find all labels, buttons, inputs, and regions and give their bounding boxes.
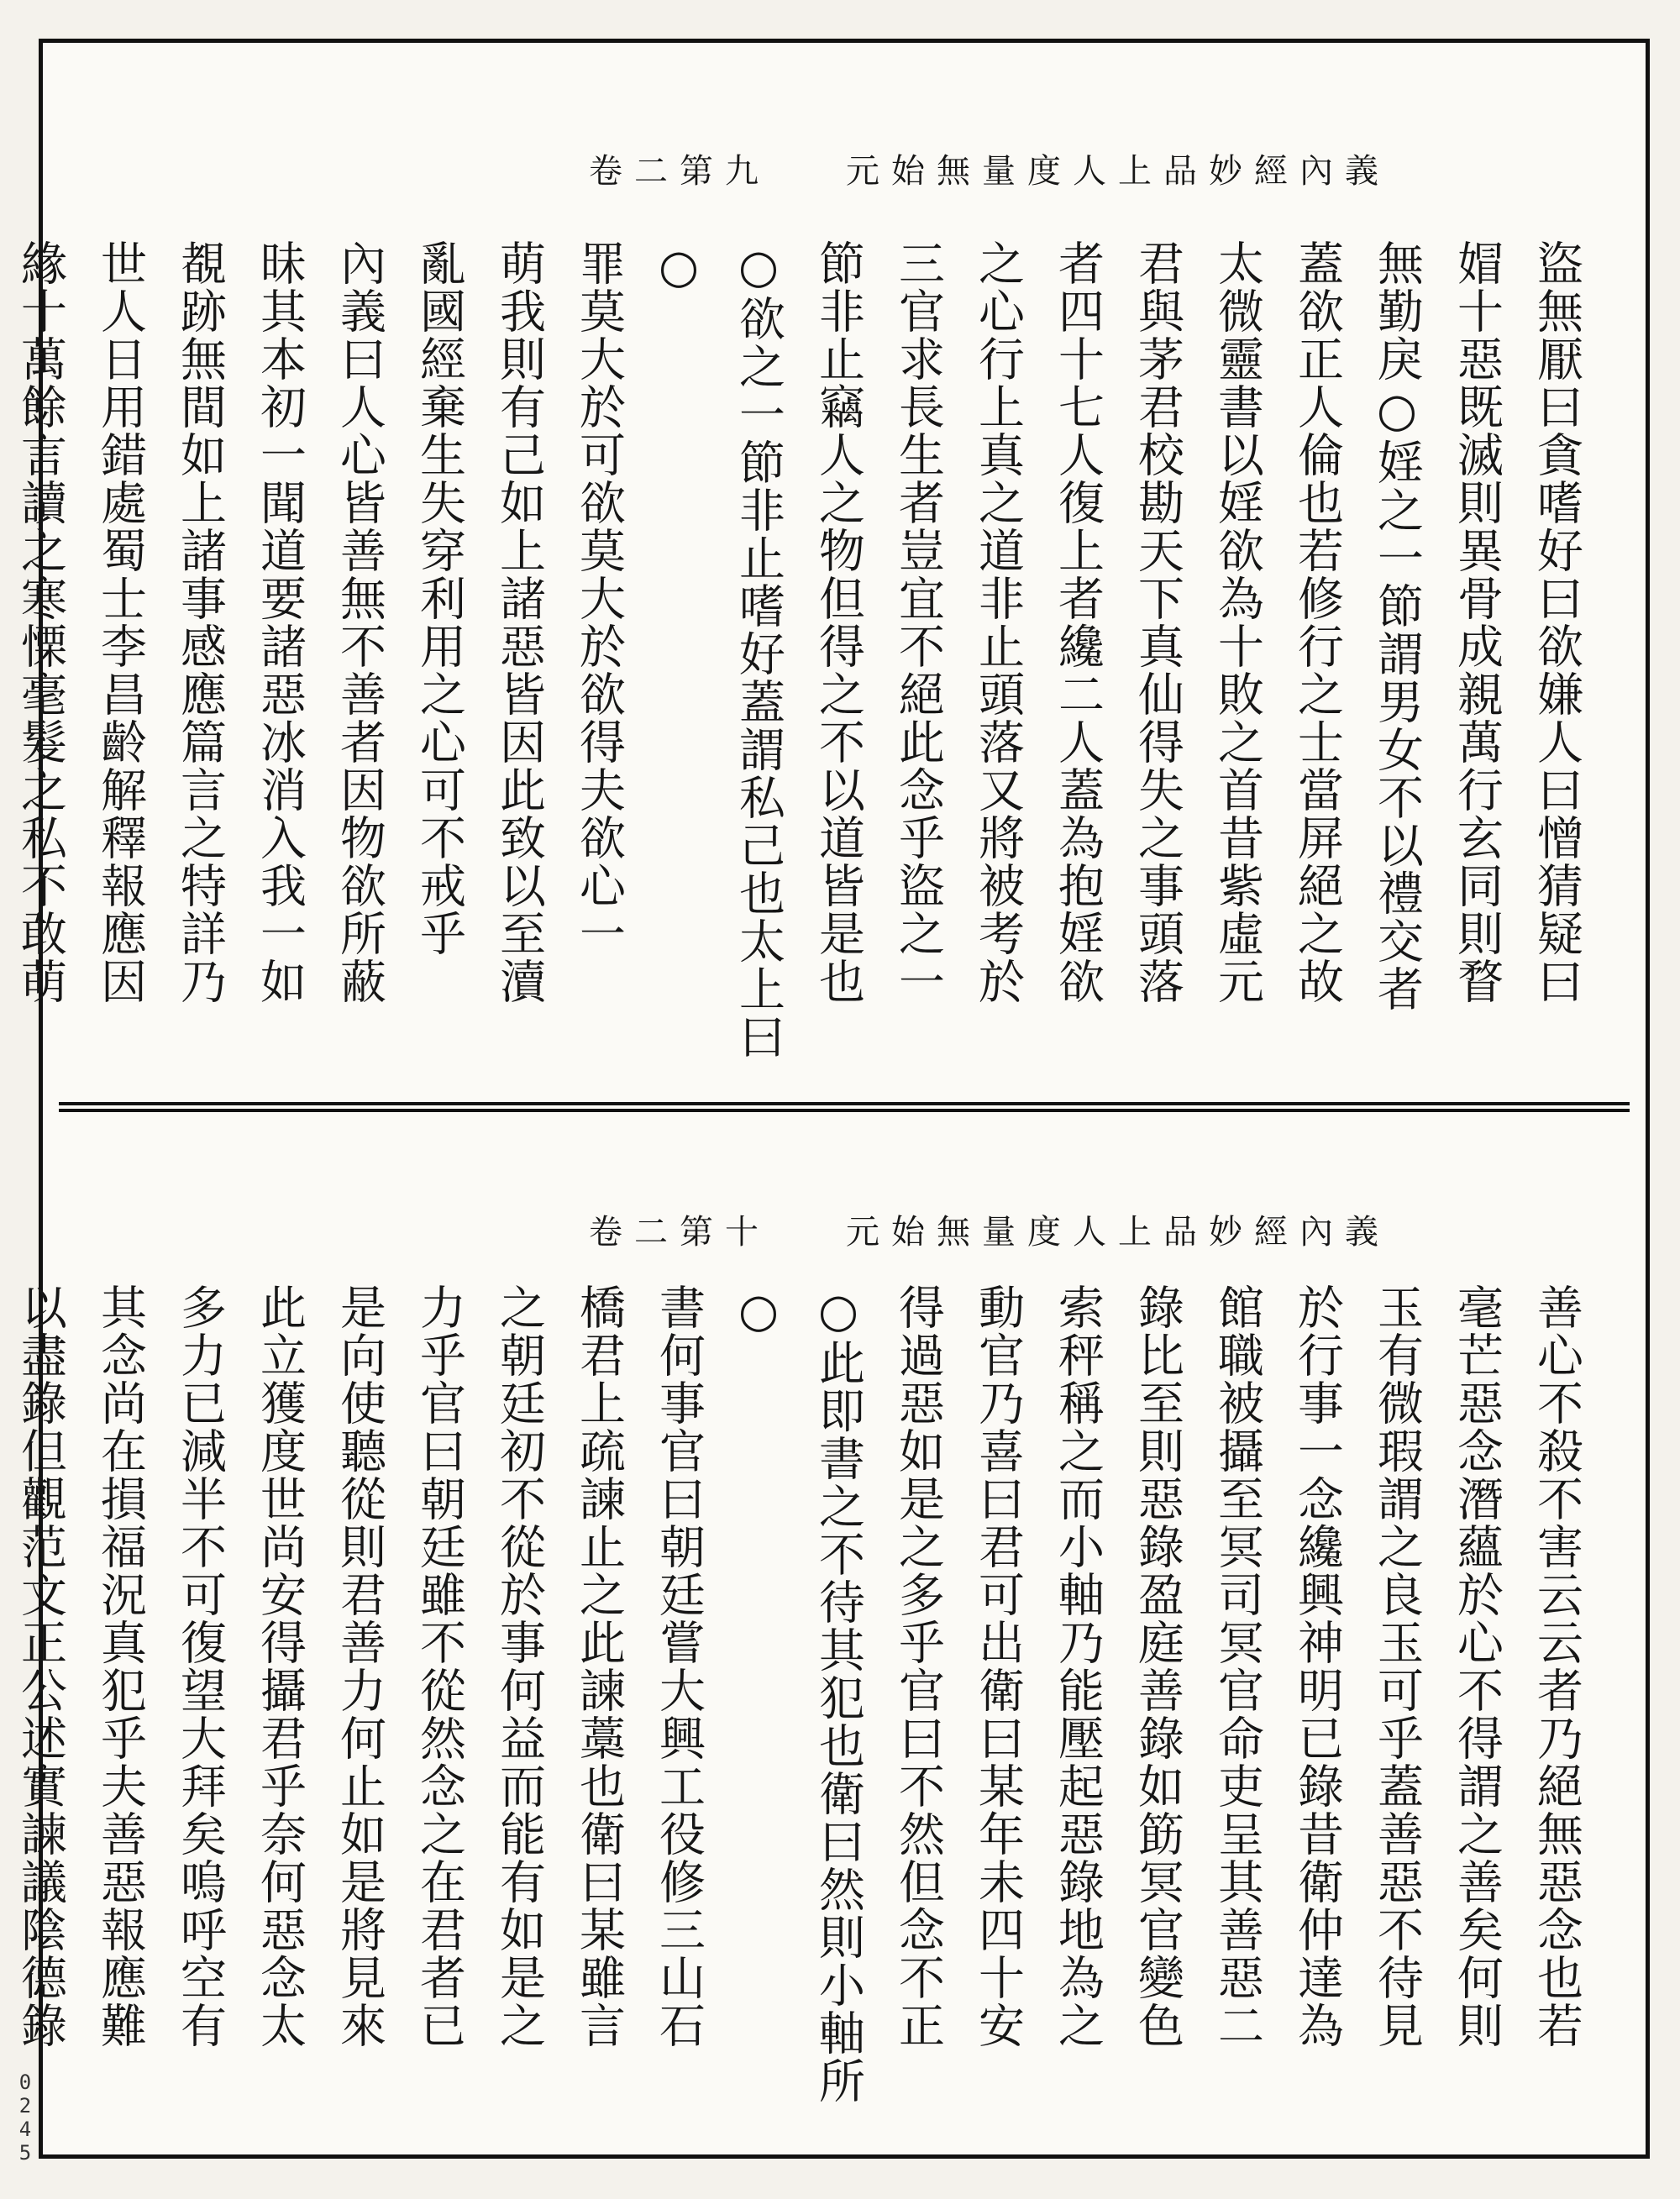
text-column: 之心行上真之道非止頭落又將被考於 — [971, 239, 1025, 1005]
text-column: 動官乃喜曰君可出衛曰某年未四十安 — [971, 1283, 1025, 2049]
text-column: 毫芒惡念潛蘊於心不得謂之善矣何則 — [1450, 1283, 1504, 2049]
bottom-header-volume: 卷二第十 — [589, 1212, 770, 1252]
top-body-text — [0, 239, 1596, 1063]
text-column: 節非止竊人之物但得之不以道皆是也 — [811, 239, 865, 1005]
text-column: ○欲之一節非止嗜好蓋謂私己也太上曰○ — [652, 239, 785, 1061]
text-column: 玉有微瑕謂之良玉可乎蓋善惡不待見 — [1370, 1283, 1424, 2049]
text-column: 蓋欲正人倫也若修行之士當屏絕之故 — [1290, 239, 1344, 1005]
text-column: 館職被攝至冥司冥官命吏呈其善惡二 — [1210, 1283, 1264, 2049]
text-column: 是向使聽從則君善力何止如是將見來 — [333, 1283, 386, 2049]
text-column: 罪莫大於可欲莫大於欲得夫欲心一 — [572, 239, 626, 958]
text-column: 昧其本初一聞道要諸惡冰消入我一如 — [253, 239, 307, 1005]
text-column: 緣十萬餘言讀之寒慄毫髮之私不敢萌 — [13, 239, 67, 1005]
text-column: 亂國經棄生失穿利用之心可不戒乎 — [412, 239, 466, 958]
text-column: 其念尚在損福況真犯乎夫善惡報應難 — [93, 1283, 147, 2049]
top-running-header — [589, 143, 1390, 193]
panel-divider — [59, 1102, 1630, 1112]
text-column: 以盡錄但觀范文正公述實諫議陰德錄 — [13, 1283, 67, 2049]
text-column: 得過惡如是之多乎官曰不然但念不正 — [891, 1283, 945, 2049]
bottom-running-header — [589, 1204, 1390, 1254]
text-column: 錄比至則惡錄盈庭善錄如筯冥官變色 — [1131, 1283, 1184, 2049]
top-page-panel — [13, 59, 1630, 1092]
text-column: 此立獲度世尚安得攝君乎奈何惡念太 — [253, 1283, 307, 2049]
text-column: 多力已減半不可復望大拜矣嗚呼空有 — [173, 1283, 227, 2049]
bottom-header-title: 元始無量度人上品妙經內義 — [846, 1212, 1390, 1252]
text-column: 萌我則有己如上諸惡皆因此致以至瀆 — [492, 239, 546, 1005]
bottom-body-text — [0, 1283, 1596, 2115]
text-column: 覩跡無間如上諸事感應篇言之特詳乃 — [173, 239, 227, 1005]
text-column: 書何事官曰朝廷嘗大興工役修三山石 — [652, 1283, 706, 2049]
text-column: 於行事一念纔興神明已錄昔衛仲達為 — [1290, 1283, 1344, 2049]
text-column: 橋君上疏諫止之此諫藁也衛曰某雖言 — [572, 1283, 626, 2049]
text-column: 內義曰人心皆善無不善者因物欲所蔽 — [333, 239, 386, 1005]
text-column: 君與茅君校勘天下真仙得失之事頭落 — [1131, 239, 1184, 1005]
text-column: 之朝廷初不從於事何益而能有如是之 — [492, 1283, 546, 2049]
top-header-volume: 卷二第九 — [589, 151, 770, 191]
text-column: 者四十七人復上者纔二人蓋為抱婬欲 — [1051, 239, 1105, 1005]
top-header-title: 元始無量度人上品妙經內義 — [846, 151, 1390, 191]
text-column: 太微靈書以婬欲為十敗之首昔紫虛元 — [1210, 239, 1264, 1005]
text-column: 力乎官曰朝廷雖不從然念之在君者已 — [412, 1283, 466, 2049]
text-column: 媢十惡既滅則異骨成親萬行玄同則瞀 — [1450, 239, 1504, 1005]
text-column: 三官求長生者豈宜不絕此念乎盜之一 — [891, 239, 945, 1005]
text-column: 無勤戾○婬之一節謂男女不以禮交者 — [1370, 239, 1424, 1013]
text-column: ○此即書之不待其犯也衛曰然則小軸所○ — [732, 1283, 865, 2105]
folio-number: 0245 — [13, 2070, 37, 2165]
text-column: 索秤稱之而小軸乃能壓起惡錄地為之 — [1051, 1283, 1105, 2049]
text-column: 善心不殺不害云云者乃絕無惡念也若 — [1530, 1283, 1583, 2049]
text-column: 盜無厭曰貪嗜好曰欲嫌人曰憎猜疑曰 — [1530, 239, 1583, 1005]
text-column: 世人日用錯處蜀士李昌齡解釋報應因 — [93, 239, 147, 1005]
